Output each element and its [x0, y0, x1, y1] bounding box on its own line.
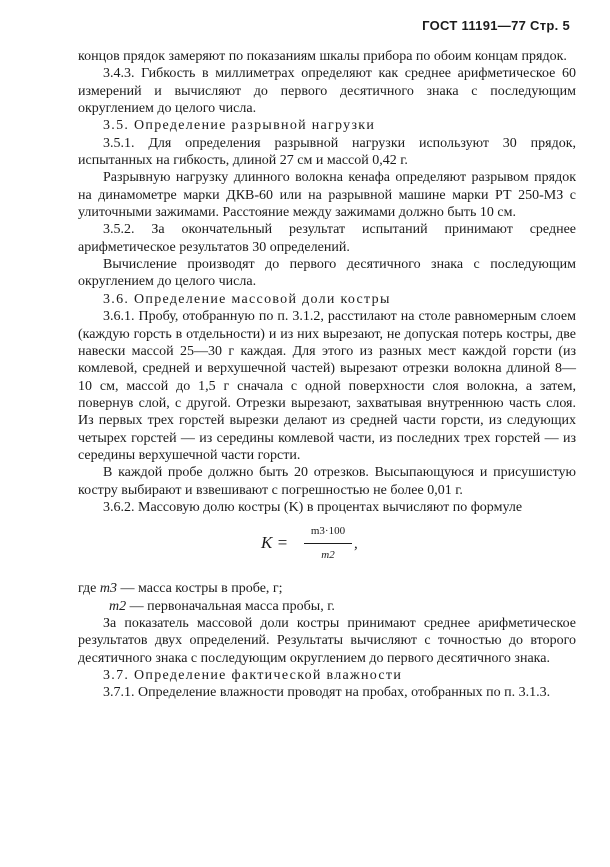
page-header: ГОСТ 11191—77 Стр. 5	[422, 18, 570, 33]
legend-m3-desc: — масса костры в пробе, г;	[117, 581, 283, 597]
legend-where: где	[78, 581, 97, 597]
paragraph-3-6-1: 3.6.1. Пробу, отобранную по п. 3.1.2, расстилают на столе равномерным слоем (каждую горсть в отдельности) и из них вырезают, не допуская потерь костры, две навески массой 25—30 г каждая. Для этого из разных мест каждой горсти (из комлевой, средней и верхушечной частей) вырезают отрезки волокна длиной 8—10 см, массой до 1,5 г сначала с одной поверхности слоя волокна, а затем, повернув слой, с другой. Отрезки вырезают, захватывая внутреннюю часть слоя. Из первых трех горстей вырезки делают из средней части горсти, из следующих четырех горстей — из середины комлевой части, из последних трех горстей — из середины верхушечной части горсти.	[78, 309, 576, 463]
formula-legend-m3	[78, 580, 576, 597]
paragraph-3-7-1: 3.7.1. Определение влажности проводят на пробах, отобранных по п. 3.1.3.	[103, 685, 551, 701]
legend-m2-symbol: m2	[109, 598, 127, 614]
formula-lhs: K =	[261, 533, 289, 553]
section-heading-3-6: 3.6. Определение массовой доли костры	[103, 291, 391, 307]
paragraph-continuation: концов прядок замеряют по показаниям шкалы прибора по обоим концам прядок.	[78, 49, 567, 64]
paragraph-sample-pieces: В каждой пробе должно быть 20 отрезков. Высыпающуюся и присушистую костру выбирают и взвешивают с погрешностью не более 0,01 г.	[78, 465, 576, 498]
legend-m3-symbol: m3	[99, 581, 118, 597]
paragraph-rounding: Вычисление производят до первого десятичного знака с последующим округлением до целого числа.	[78, 257, 576, 290]
section-heading-3-5: 3.5. Определение разрывной нагрузки	[103, 118, 376, 134]
paragraph-3-4-3: 3.4.3. Гибкость в миллиметрах определяют как среднее арифметическое 60 измерений и вычисляют до первого десятичного знака с последующим округлением до целого числа.	[78, 66, 576, 117]
formula-fraction	[304, 524, 352, 562]
legend-m2-desc: — первоначальная масса пробы, г.	[126, 598, 335, 614]
formula-shive-fraction	[78, 520, 576, 574]
paragraph-breaking-load-method: Разрывную нагрузку длинного волокна кенафа определяют разрывом прядок на динамометре марки ДКВ-60 или на разрывной машине марки РТ 250-МЗ с улиточными зажимами. Расстояние между зажимами должно быть 10 см.	[78, 170, 576, 221]
section-heading-3-7: 3.7. Определение фактической влажности	[103, 668, 403, 683]
paragraph-3-5-2: 3.5.2. За окончательный результат испытаний принимают среднее арифметическое результатов 30 определений.	[78, 222, 576, 255]
paragraph-3-6-2: 3.6.2. Массовую долю костры (K) в процентах вычисляют по формуле	[103, 499, 523, 515]
formula-numerator: m3·100	[304, 524, 352, 544]
formula-denominator: m2	[321, 549, 335, 562]
paragraph-result-average: За показатель массовой доли костры принимают среднее арифметическое результатов двух определений. Результаты вычисляют с точностью до второго десятичного знака с последующим округлением до первого десятичного знака.	[78, 615, 576, 666]
formula-comma: ,	[354, 536, 358, 553]
formula-legend-m2	[78, 598, 576, 615]
document-body	[78, 48, 576, 702]
paragraph-3-5-1: 3.5.1. Для определения разрывной нагрузки используют 30 прядок, испытанных на гибкость, длиной 27 см и массой 0,42 г.	[78, 135, 576, 169]
